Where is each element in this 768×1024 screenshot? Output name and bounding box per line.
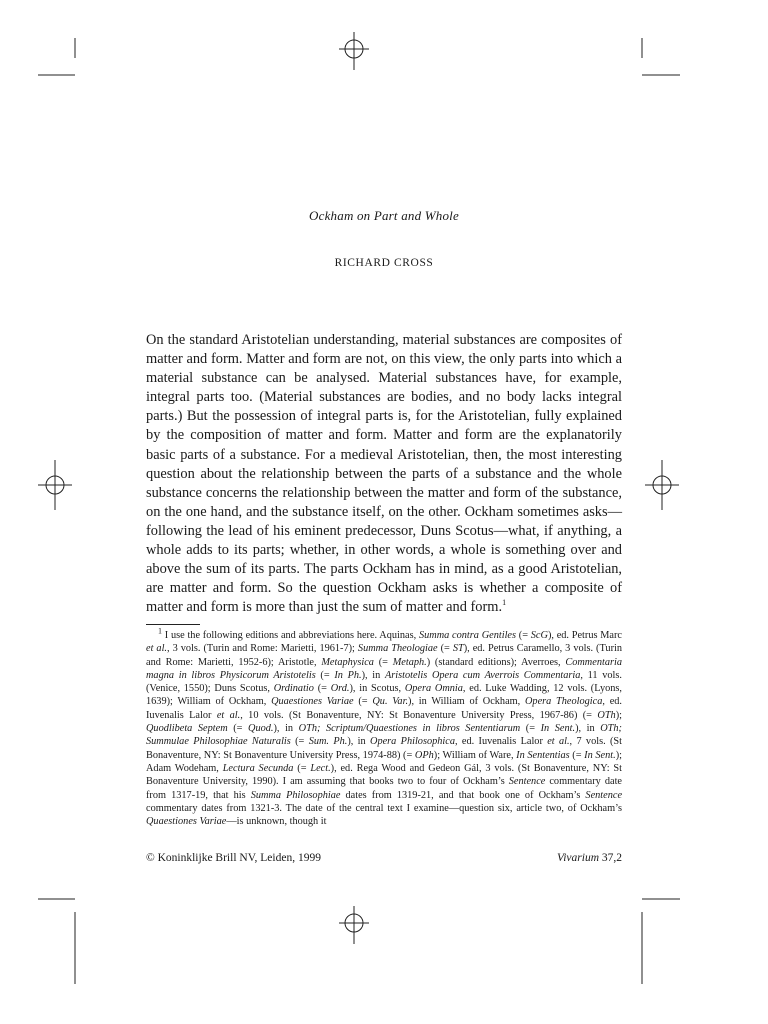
footnote-segment: , ed. Iuvenalis Lalor bbox=[455, 736, 548, 748]
registration-mark-left bbox=[38, 460, 72, 510]
footnote-rule bbox=[146, 624, 200, 625]
footnote-segment: ), ed. Petrus Marc bbox=[547, 630, 622, 641]
crop-mark-bottom-right bbox=[642, 899, 680, 984]
footnote-segment: (= bbox=[293, 762, 311, 774]
crop-mark-top-right bbox=[642, 38, 680, 75]
footnote-segment: (= bbox=[569, 749, 585, 761]
footnote-segment: Summa Theologiae bbox=[357, 643, 438, 655]
footnote-segment: Quod. bbox=[248, 723, 274, 735]
footnote-segment: Ord. bbox=[330, 683, 350, 695]
footnote-segment: (= bbox=[520, 723, 541, 735]
footnote-segment: Ordinatio bbox=[273, 683, 314, 695]
footnote-segment: ), in bbox=[273, 723, 299, 735]
registration-mark-bottom bbox=[339, 906, 369, 944]
footnote-body bbox=[146, 630, 622, 827]
footnote-segment: (= bbox=[315, 669, 335, 681]
journal-name: Vivarium bbox=[557, 852, 599, 864]
footnote-segment: Summa contra Gentiles bbox=[418, 630, 517, 641]
crop-mark-bottom-left bbox=[38, 899, 75, 984]
footnote bbox=[146, 626, 623, 828]
footnote-segment: (= bbox=[227, 723, 249, 735]
footnote-segment: In Sent. bbox=[584, 749, 616, 761]
footnote-segment: Opera Omnia bbox=[404, 683, 463, 695]
footnote-segment: Summa Philosophiae bbox=[250, 789, 341, 801]
footnote-segment: et al. bbox=[547, 736, 570, 748]
footnote-segment: Opera Theologica bbox=[524, 696, 603, 708]
footnote-segment: , 11 vols. (Venice, 1550); Duns Scotus, bbox=[146, 669, 622, 695]
footnote-segment: (= bbox=[290, 736, 309, 748]
footnote-segment: OTh bbox=[597, 709, 616, 721]
crop-mark-top-left bbox=[38, 38, 75, 75]
footnote-segment: ), in Scotus, bbox=[349, 683, 405, 695]
footnote-segment: Lectura Secunda bbox=[222, 762, 294, 774]
footnote-segment: (= bbox=[353, 696, 373, 708]
footnote-segment: In Sententias bbox=[516, 749, 570, 761]
footnote-segment: (= bbox=[313, 683, 331, 695]
article-title: Ockham on Part and Whole bbox=[309, 208, 459, 223]
footnote-segment: ), in William of Ockham, bbox=[408, 696, 525, 708]
footnote-segment: ), ed. Rega Wood and Gedeon Gál, 3 vols. (St Bonaventure, NY: St Bonaventure University, 1990). I am assuming that books two to four of Ockham’s bbox=[146, 762, 622, 788]
footnote-segment: et al. bbox=[146, 643, 168, 655]
footnote-segment: (= bbox=[516, 630, 531, 641]
footnote-segment: OTh; Scriptum/Quaestiones in libros Sententiarum bbox=[298, 723, 521, 735]
footnote-segment: Sentence bbox=[585, 789, 623, 801]
footnote-segment: , 3 vols. (Turin and Rome: Marietti, 1961-7); bbox=[167, 643, 358, 655]
footnote-segment: ), in bbox=[575, 723, 601, 735]
footnote-reference: 1 bbox=[502, 598, 507, 608]
body-paragraph-text: On the standard Aristotelian understanding, material substances are composites of matter and form. Matter and form are not, on this view, the only parts into which a material substance can be analysed. Material substances have, for example, integral parts too. (Material substances are bodies, and no body lacks integral parts.) But the possession of integral parts is, for the Aristotelian, fully explained by the composition of matter and form. Matter and form are the explanatorily basic parts of a substance. For a medieval Aristotelian, then, the most interesting question about the relationship between the parts of a substance and the whole substance concerns the relationship between the matter and form of the substance, on the one hand, and the substance itself, on the other. Ockham sometimes asks—following the lead of his eminent predecessor, Duns Scotus—what, if anything, a whole adds to its parts; whether, in other words, a whole is something over and above the sum of its parts. The parts Ockham has in mind, as a good Aristotelian, are matter and form. So the question Ockham asks is whether a composite of matter and form is more than just the sum of matter and form. bbox=[146, 332, 622, 616]
registration-mark-right bbox=[645, 460, 679, 510]
footnote-segment: Commentaria magna in libros Physicorum Aristotelis bbox=[146, 656, 622, 681]
footnote-segment: (= bbox=[437, 643, 453, 655]
body-paragraph bbox=[146, 331, 622, 617]
footnote-segment: Opera Philosophica bbox=[370, 736, 455, 748]
footnote-segment: ); William of Ware, bbox=[433, 749, 517, 761]
copyright-notice: © Koninklijke Brill NV, Leiden, 1999 bbox=[146, 852, 321, 864]
footnote-segment: Qu. Var. bbox=[372, 696, 409, 708]
footnote-segment: ), in bbox=[361, 669, 385, 681]
footnote-segment: OTh; Summulae Philosophiae Naturalis bbox=[146, 723, 622, 748]
page-footer bbox=[146, 852, 622, 864]
footnote-segment: dates from 1319-21, and that book one of Ockham’s bbox=[340, 789, 586, 801]
footnote-segment: , ed. Iuvenalis Lalor bbox=[146, 696, 623, 721]
footnote-segment: , 7 vols. (St Bonaventure, NY: St Bonaventure University Press, 1974-88) (= bbox=[146, 736, 622, 761]
footnote-segment: In Ph. bbox=[334, 669, 362, 681]
footnote-marker: 1 bbox=[158, 626, 162, 636]
footnote-segment: Quodlibeta Septem bbox=[146, 723, 228, 735]
journal-citation bbox=[557, 852, 622, 864]
footnote-segment: commentary dates from 1321-3. The date of the central text I examine—question six, article two, of Ockham’s bbox=[146, 802, 622, 814]
footnote-segment: Sentence bbox=[508, 776, 546, 788]
footnote-segment: Aristotelis Opera cum Averrois Commentaria bbox=[384, 669, 581, 681]
footnote-segment: ) (standard editions); Averroes, bbox=[426, 656, 566, 668]
footnote-segment: , ed. Luke Wadding, 12 vols. (Lyons, 1639); William of Ockham, bbox=[146, 683, 622, 708]
footnote-segment: OPh bbox=[414, 749, 434, 761]
footnote-segment: Quaestiones Variae bbox=[271, 696, 354, 708]
footnote-segment: ST bbox=[452, 643, 464, 655]
footnote-segment: In Sent. bbox=[540, 723, 576, 735]
footnote-segment: ScG bbox=[530, 630, 548, 641]
footnote-segment: ); Adam Wodeham, bbox=[146, 749, 622, 774]
footnote-segment: et al. bbox=[216, 709, 241, 721]
journal-volume: 37,2 bbox=[599, 852, 622, 864]
footnote-segment: ), in bbox=[347, 736, 371, 748]
footnote-segment: Sum. Ph. bbox=[308, 736, 348, 748]
footnote-segment: Metaphysica bbox=[321, 656, 374, 668]
footnote-segment: Metaph. bbox=[392, 656, 427, 668]
footnote-segment: (= bbox=[373, 656, 393, 668]
footnote-segment: , 10 vols. (St Bonaventure, NY: St Bonaventure University Press, 1967-86) (= bbox=[240, 709, 598, 721]
footnote-segment: I use the following editions and abbreviations here. Aquinas, bbox=[164, 630, 419, 641]
footnote-segment: commentary date from 1317-19, that his bbox=[146, 776, 623, 801]
footnote-segment: ); bbox=[615, 709, 622, 721]
registration-mark-top bbox=[339, 32, 369, 70]
footnote-segment: Quaestiones Variae bbox=[146, 816, 227, 828]
footnote-segment: —is unknown, though it bbox=[226, 816, 327, 828]
footnote-segment: ), ed. Petrus Caramello, 3 vols. (Turin and Rome: Marietti, 1952-6); Aristotle, bbox=[146, 643, 623, 668]
footnote-segment: Lect. bbox=[310, 762, 331, 774]
author-name: RICHARD CROSS bbox=[334, 257, 434, 269]
